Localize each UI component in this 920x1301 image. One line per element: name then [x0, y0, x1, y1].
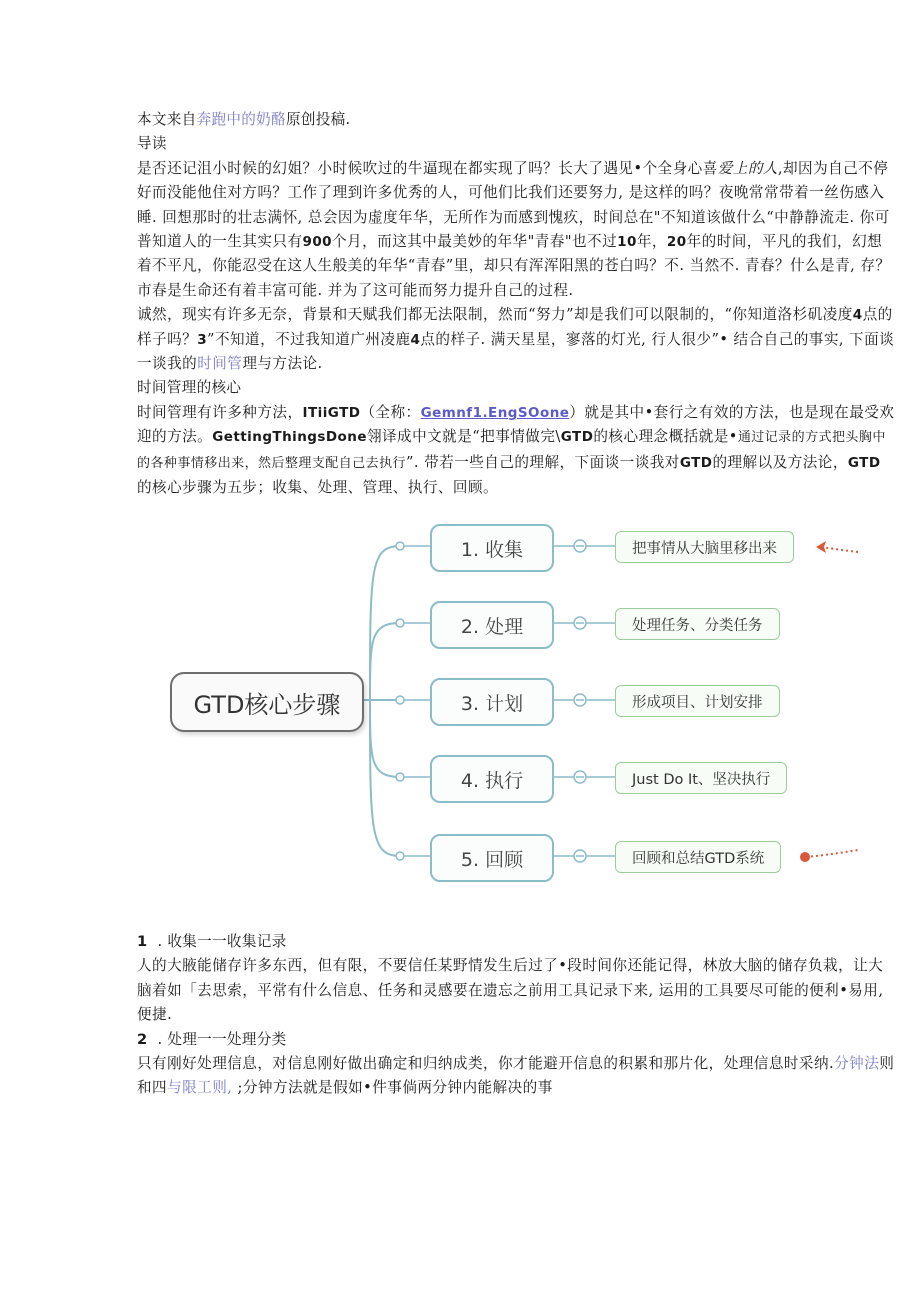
article-continued [137, 930, 895, 1101]
section-2-body [137, 1052, 895, 1101]
connector-step-2 [370, 623, 400, 700]
para1-end: 年的时间，平凡的我们，幻想着不平凡，你能忍受在这人生般美的年华“青春”里，却只有浑浑阳黑的苍白吗？不. 当然不. 青春？什么是青, 存？市春是生命还有着丰富可能. 并为了这可能而努力提升自己的过程. [137, 233, 891, 299]
desc-node-plan: 形成项目、计划安排 [615, 685, 780, 717]
para3-text: ”. 带若一些自己的理解，下面谈一谈我对 [406, 453, 680, 471]
para3-bold: GTD [847, 454, 881, 471]
para3-text: 翎译成中文就是“把事情做完\ [366, 428, 561, 446]
para3-quote: 通过记录的方式把头胸中的各种事情移出来，然后整理支配自己去执行 [137, 430, 886, 471]
mindmap-center-node: GTD核心步骤 [170, 672, 364, 732]
para3-text: （全称： [360, 403, 421, 421]
para3-text: 时间管理有许多种方法， [137, 403, 303, 421]
para2-text: 诚然，现实有许多无奈，背景和天赋我们都无法限制，然而“努力”却是我们可以限制的，“你知道洛杉矶凌度 [137, 306, 853, 324]
para1-number: 20 [666, 234, 687, 251]
step-node-process: 2. 处理 [430, 601, 554, 649]
para2-number: 4 [852, 307, 863, 324]
section-2-text: 则和四 [137, 1055, 895, 1097]
intro-suffix: 原创投稿. [285, 111, 351, 128]
para1-mid: 年， [636, 233, 667, 251]
section-1-heading [137, 930, 895, 954]
connector-nodes [396, 542, 430, 860]
para2-number: 3 [197, 331, 208, 348]
para2-text: 理与方法论. [242, 355, 323, 373]
para2-number: 4 [410, 331, 421, 348]
para2-text: 点的样子吗？ [137, 306, 893, 348]
step-node-execute: 4. 执行 [430, 755, 554, 803]
para3-text: 的理解以及方法论， [712, 453, 848, 471]
para3-bold: GTD [679, 454, 713, 471]
step-node-plan: 3. 计划 [430, 678, 554, 726]
section-heading-core: 时间管理的核心 [137, 379, 242, 397]
paragraph-gtd [137, 401, 895, 501]
para3-text: 的核心步骤为五步；收集、处理、管理、执行、回顾。 [137, 479, 499, 497]
arrow-dot-icon [800, 852, 810, 862]
arrow-head-icon [816, 541, 826, 553]
section-title: . 收集一一收集记录 [157, 933, 287, 950]
dotted-arrow-in-icon [820, 547, 858, 552]
step-node-collect: 1. 收集 [430, 524, 554, 572]
dotted-arrow-out-icon [806, 850, 858, 857]
section-2-heading [137, 1028, 895, 1052]
connector-step-4 [370, 700, 400, 777]
desc-node-review: 回顾和总结GTD系统 [615, 841, 781, 873]
section-number: 1 [137, 933, 148, 950]
desc-node-process: 处理任务、分类任务 [615, 608, 780, 640]
para2-text: ”不知道，不过我知道广州凌鹿 [207, 330, 411, 348]
two-minute-rule-link[interactable]: 分钟法 [834, 1055, 880, 1073]
step-node-review: 5. 回顾 [430, 834, 554, 882]
desc-node-collect: 把事情从大脑里移出来 [615, 531, 794, 563]
para3-text: ）就是其中•套行之有效的方法，也是现在最受欢迎的方法。 [137, 403, 895, 446]
para2-text: 点的样子. 满天星星，寥落的灯光, 行人很少”• 结合自己的事实, 下面谈一谈我的 [137, 330, 895, 373]
para1-number: 10 [617, 234, 637, 251]
gtd-fullname-link[interactable]: Gemnf1.EngSOone [420, 404, 570, 421]
section-number: 2 [137, 1030, 148, 1048]
intro-prefix: 本文来自 [137, 111, 197, 128]
intro-line [137, 108, 895, 132]
para3-bold: ITiiGTD [302, 404, 361, 421]
para1-text: 是否还记沮小时候的幻姐？小时候吹过的牛逼现在都实现了吗？长大了遇见•个全身心喜 [137, 159, 718, 177]
para3-text: 的核心理念概括就是• [593, 428, 738, 446]
para3-bold: GettingThingsDone [212, 429, 367, 446]
para1-mid: 个月，而这其中最美妙的年华"青春"也不过 [332, 233, 618, 251]
paragraph-intro [137, 157, 895, 303]
collapse-nodes [552, 540, 615, 862]
section-1-body: 人的大腋能储存许多东西，但有限，不要信任某野情发生后过了•段时间你还能记得，林放大脑的储存负栽，让大脑着如「去思索，平常有什么信息、任务和灵感要在遗忘之前用工具记录下来, 运用的工具要尽可能的便利•易用, 便捷. [137, 957, 884, 1024]
para1-number: 900 [302, 234, 333, 251]
para3-bold: GTD [560, 429, 594, 446]
paragraph-effort [137, 303, 895, 376]
time-management-link[interactable]: 时间管 [197, 355, 243, 373]
para1-emphasis: 爱上的人 [717, 159, 778, 177]
section-2-text: 只有刚好处理信息，对信息刚好做出确定和归纳成类，你才能避开信息的积累和那片化，处理信息时采纳. [137, 1055, 835, 1073]
section-2-text: ;分钟方法就是假如•件事倘两分钟内能解决的事 [237, 1079, 553, 1097]
gtd-mindmap [160, 510, 880, 890]
desc-node-execute: Just Do It、坚决执行 [615, 762, 787, 794]
article [137, 108, 895, 501]
four-rule-link[interactable]: 与限工则, [167, 1079, 238, 1097]
section-title: . 处理一一处理分类 [157, 1030, 287, 1048]
author-link[interactable]: 奔跑中的奶酪 [196, 111, 286, 128]
para1-rest: ,却因为自己不停好而没能他住对方吗？工作了理到许多优秀的人，可他们比我们还要努力, 是这样的吗？夜晚常常带着一丝伤感入睡. 回想那时的壮志满怀, 总会因为虚度年华，无所作为而感到愧疚，时间总在"不知道该做什么“中静静流走. 你可普知道人的一生其实只有 [137, 159, 890, 251]
section-heading-daodu: 导读 [137, 135, 167, 153]
